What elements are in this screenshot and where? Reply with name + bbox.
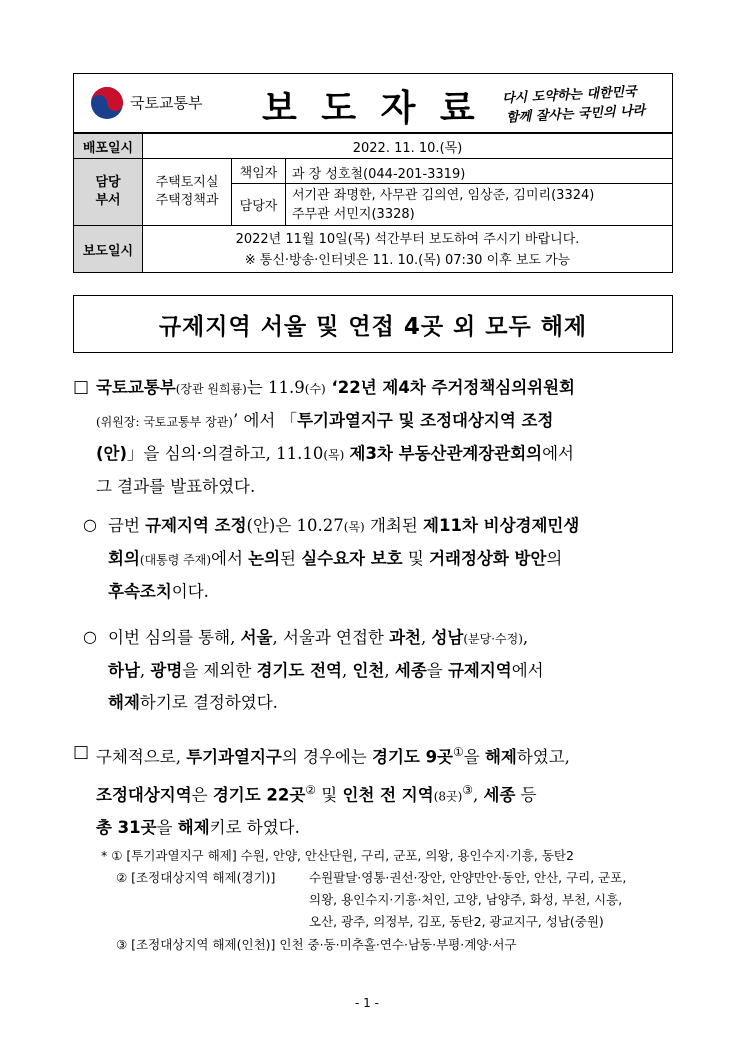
embargo-label: 보도일시	[73, 225, 143, 273]
p2-line-1: 금번 규제지역 조정(안)은 10.27(목) 개최된 제11차 비상경제민생	[108, 516, 580, 535]
p1-line-2: (위원장: 국토교통부 장관)’ 에서 「투기과열지구 및 조정대상지역 조정	[96, 411, 554, 430]
p1-line-3: (안)」을 심의·의결하고, 11.10(목) 제3차 부동산관계장관회의에서	[96, 444, 574, 463]
footnote-2	[116, 867, 275, 889]
staff-line-1: 서기관 좌명한, 사무관 김의연, 임상준, 김미리(3324)	[292, 188, 595, 203]
p1-line-4: 그 결과를 발표하였다.	[96, 477, 256, 496]
staff-label: 담당자	[231, 183, 286, 226]
page-number: - 1 -	[355, 996, 379, 1010]
p4-line-2: 조정대상지역은 경기도 22곳② 및 인천 전 지역(8곳)③, 세종 등	[96, 782, 537, 804]
paragraph-3	[108, 622, 673, 719]
square-bullet: □	[73, 742, 90, 762]
p3-line-1: 이번 심의를 통해, 서울, 서울과 연접한 과천, 성남(분당·수정),	[108, 628, 529, 647]
footnote-2-prefix: ② [조정대상지역 해제(경기)]	[116, 870, 276, 885]
slogan-line-1: 다시 도약하는 대한민국	[501, 84, 638, 107]
government-emblem-icon	[90, 86, 124, 120]
p1-line-1: 국토교통부(장관 원희룡)는 11.9(수) ‘22년 제4차 주거정책심의위원회	[96, 378, 575, 397]
embargo-line-1: 2022년 11월 10일(목) 석간부터 보도하여 주시기 바랍니다.	[235, 232, 580, 247]
circle-bullet: ○	[83, 515, 97, 534]
ministry-name: 국토교통부	[130, 94, 203, 112]
slogan-line-2: 함께 잘사는 국민의 나라	[505, 103, 646, 126]
footnote-1: * ① [투기과열지구 해제] 수원, 안양, 안산단원, 구리, 군포, 의왕, 용인수지·기흥, 동탄2	[101, 848, 574, 863]
p4-line-1: 구체적으로, 투기과열지구의 경우에는 경기도 9곳①을 해제하였고,	[96, 745, 570, 767]
release-label: 배포일시	[73, 133, 143, 159]
headline: 규제지역 서울 및 연접 4곳 외 모두 해제	[158, 313, 588, 340]
paragraph-1	[96, 372, 686, 503]
staff-value	[285, 183, 673, 226]
p2-line-3: 후속조치이다.	[108, 582, 209, 601]
footnote-2-line-2: 의왕, 용인수지·기흥·처인, 고양, 남양주, 화성, 부천, 시흥,	[309, 892, 623, 907]
p3-line-2: 하남, 광명을 제외한 경기도 전역, 인천, 세종을 규제지역에서	[108, 661, 544, 680]
headline-box	[73, 295, 673, 353]
p2-line-2: 회의(대통령 주재)에서 논의된 실수요자 보호 및 거래정상화 방안의	[108, 549, 563, 568]
document-type-title: 보 도 자 료	[262, 88, 481, 129]
staff-line-2: 주무관 서민지(3328)	[292, 207, 415, 222]
department-label: 담당 부서	[73, 158, 143, 226]
manager-label: 책임자	[231, 158, 286, 184]
p3-line-3: 해제하기로 결정하였다.	[108, 693, 278, 712]
paragraph-2	[108, 510, 673, 608]
embargo-line-2: ※ 통신·방송·인터넷은 11. 10.(목) 07:30 이후 보도 가능	[244, 253, 571, 268]
square-bullet: □	[73, 377, 90, 397]
footnote-2-body	[309, 867, 626, 933]
release-value: 2022. 11. 10.(목)	[142, 133, 673, 159]
footnote-3: ③ [조정대상지역 해제(인천)] 인천 중·동·미추홀·연수·남동·부평·계양·서구	[116, 937, 517, 952]
embargo-value	[142, 225, 673, 273]
p4-line-3: 총 31곳을 해제키로 하였다.	[96, 818, 300, 837]
footnote-2-line-3: 오산, 광주, 의정부, 김포, 동탄2, 광교지구, 성남(중원)	[309, 914, 604, 929]
paragraph-4	[96, 736, 686, 844]
department-name: 주택토지실 주택정책과	[142, 158, 232, 226]
footnote-2-line-1: 수원팔달·영통·권선·장안, 안양만안·동안, 안산, 구리, 군포,	[309, 870, 627, 885]
circle-bullet: ○	[83, 627, 97, 646]
manager-value: 과 장 성호철(044-201-3319)	[285, 158, 673, 184]
